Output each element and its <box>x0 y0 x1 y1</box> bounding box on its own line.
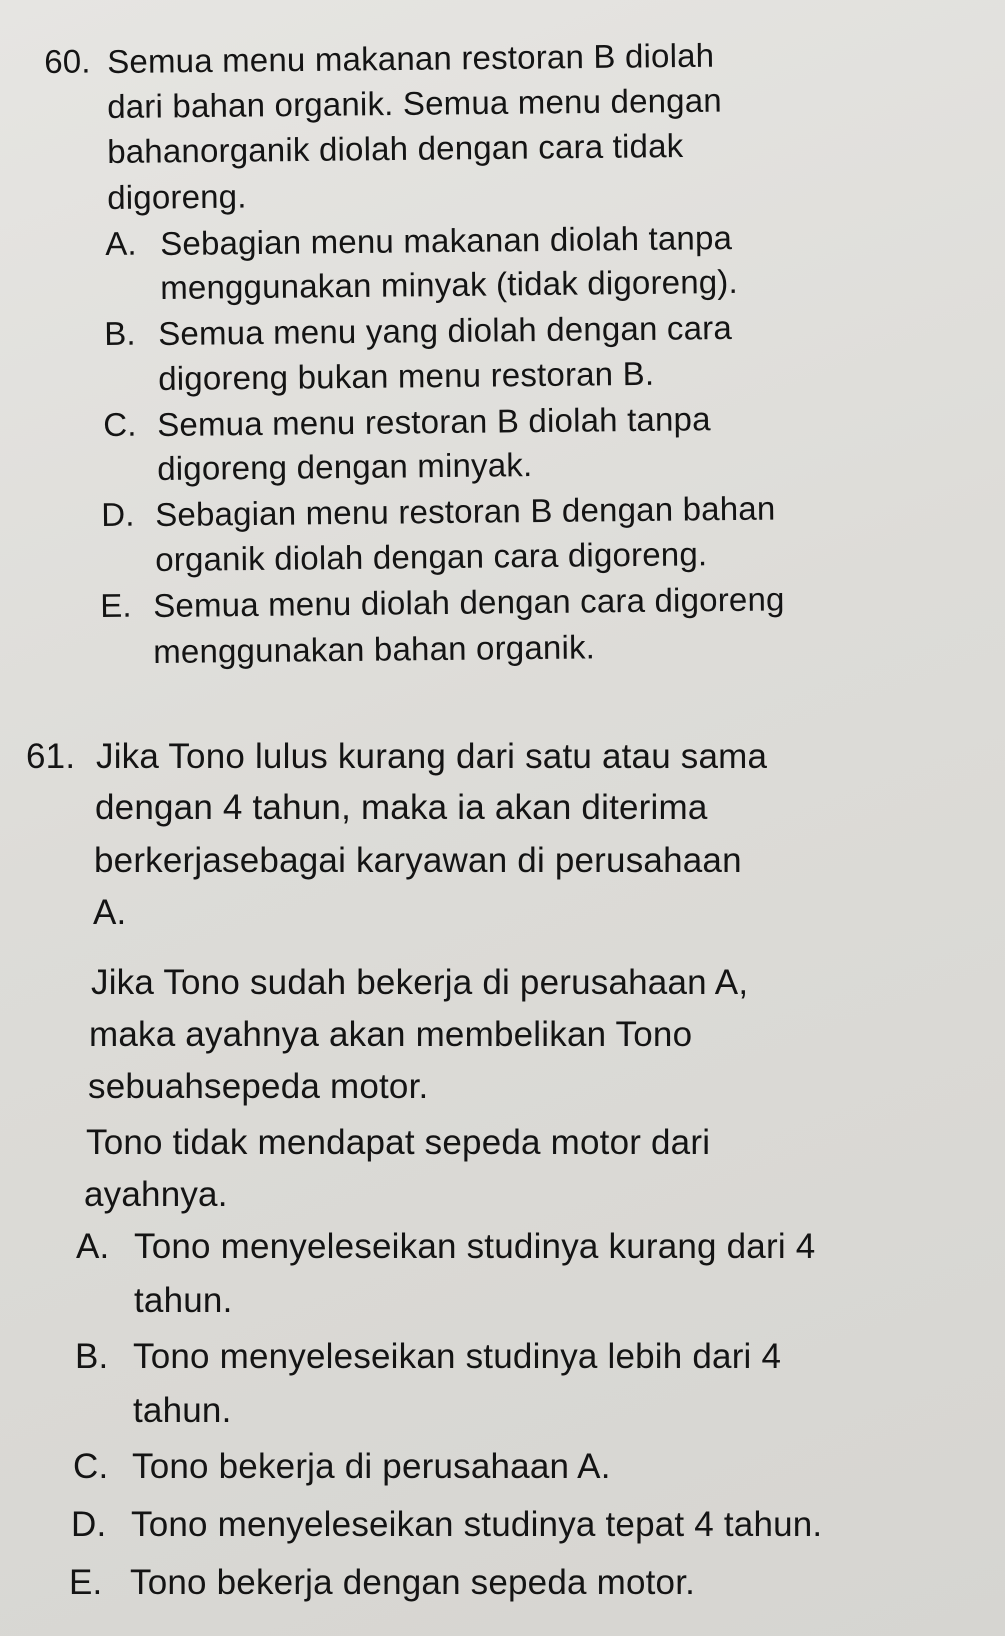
question-stem-line: bahanorganik diolah dengan cara tidak <box>107 126 684 170</box>
question-stem-line: berkerjasebagai karyawan di perusahaan <box>94 841 742 880</box>
option-letter-e: E. <box>100 586 132 624</box>
question-stem-line: maka ayahnya akan membelikan Tono <box>89 1015 693 1054</box>
option-a-line: tahun. <box>134 1281 233 1320</box>
option-letter-a: A. <box>105 224 137 262</box>
option-letter-d: D. <box>71 1505 107 1544</box>
question-number: 61. <box>26 737 76 776</box>
option-e-line: Tono bekerja dengan sepeda motor. <box>130 1563 696 1602</box>
option-c-line: Tono bekerja di perusahaan A. <box>132 1447 611 1486</box>
option-b-line: digoreng bukan menu restoran B. <box>158 354 655 397</box>
option-letter-b: B. <box>75 1337 109 1376</box>
option-d-line: Sebagian menu restoran B dengan bahan <box>155 489 776 533</box>
option-c-line: Semua menu restoran B diolah tanpa <box>157 400 711 443</box>
option-letter-c: C. <box>103 405 137 443</box>
option-letter-b: B. <box>104 314 136 352</box>
question-stem-line: Tono tidak mendapat sepeda motor dari <box>86 1123 711 1162</box>
option-a-line: menggunakan minyak (tidak digoreng). <box>160 262 739 306</box>
option-b-line: tahun. <box>133 1391 232 1430</box>
question-stem-line: Jika Tono sudah bekerja di perusahaan A, <box>91 963 749 1002</box>
option-letter-e: E. <box>69 1563 103 1602</box>
question-stem-line: digoreng. <box>107 177 247 216</box>
option-b-line: Tono menyeleseikan studinya lebih dari 4 <box>133 1337 782 1376</box>
question-stem-line: Semua menu makanan restoran B diolah <box>107 36 715 80</box>
option-letter-a: A. <box>76 1227 110 1266</box>
question-stem-line: A. <box>93 893 127 932</box>
option-letter-d: D. <box>101 495 135 533</box>
option-a-line: Tono menyeleseikan studinya kurang dari 4 <box>134 1227 816 1266</box>
option-e-line: Semua menu diolah dengan cara digoreng <box>153 580 785 624</box>
option-d-line: Tono menyeleseikan studinya tepat 4 tahun. <box>131 1505 823 1544</box>
question-stem-line: dengan 4 tahun, maka ia akan diterima <box>95 788 708 827</box>
option-d-line: organik diolah dengan cara digoreng. <box>155 535 708 578</box>
question-number: 60. <box>44 42 91 80</box>
question-stem-line: ayahnya. <box>84 1175 228 1214</box>
option-a-line: Sebagian menu makanan diolah tanpa <box>160 219 733 262</box>
option-b-line: Semua menu yang diolah dengan cara <box>158 308 733 352</box>
option-e-line: menggunakan bahan organik. <box>153 628 596 670</box>
question-stem-line: dari bahan organik. Semua menu dengan <box>107 81 723 125</box>
option-c-line: digoreng dengan minyak. <box>157 446 533 487</box>
question-stem-line: Jika Tono lulus kurang dari satu atau sama <box>96 737 768 776</box>
question-stem-line: sebuahsepeda motor. <box>88 1067 429 1106</box>
option-letter-c: C. <box>73 1447 109 1486</box>
